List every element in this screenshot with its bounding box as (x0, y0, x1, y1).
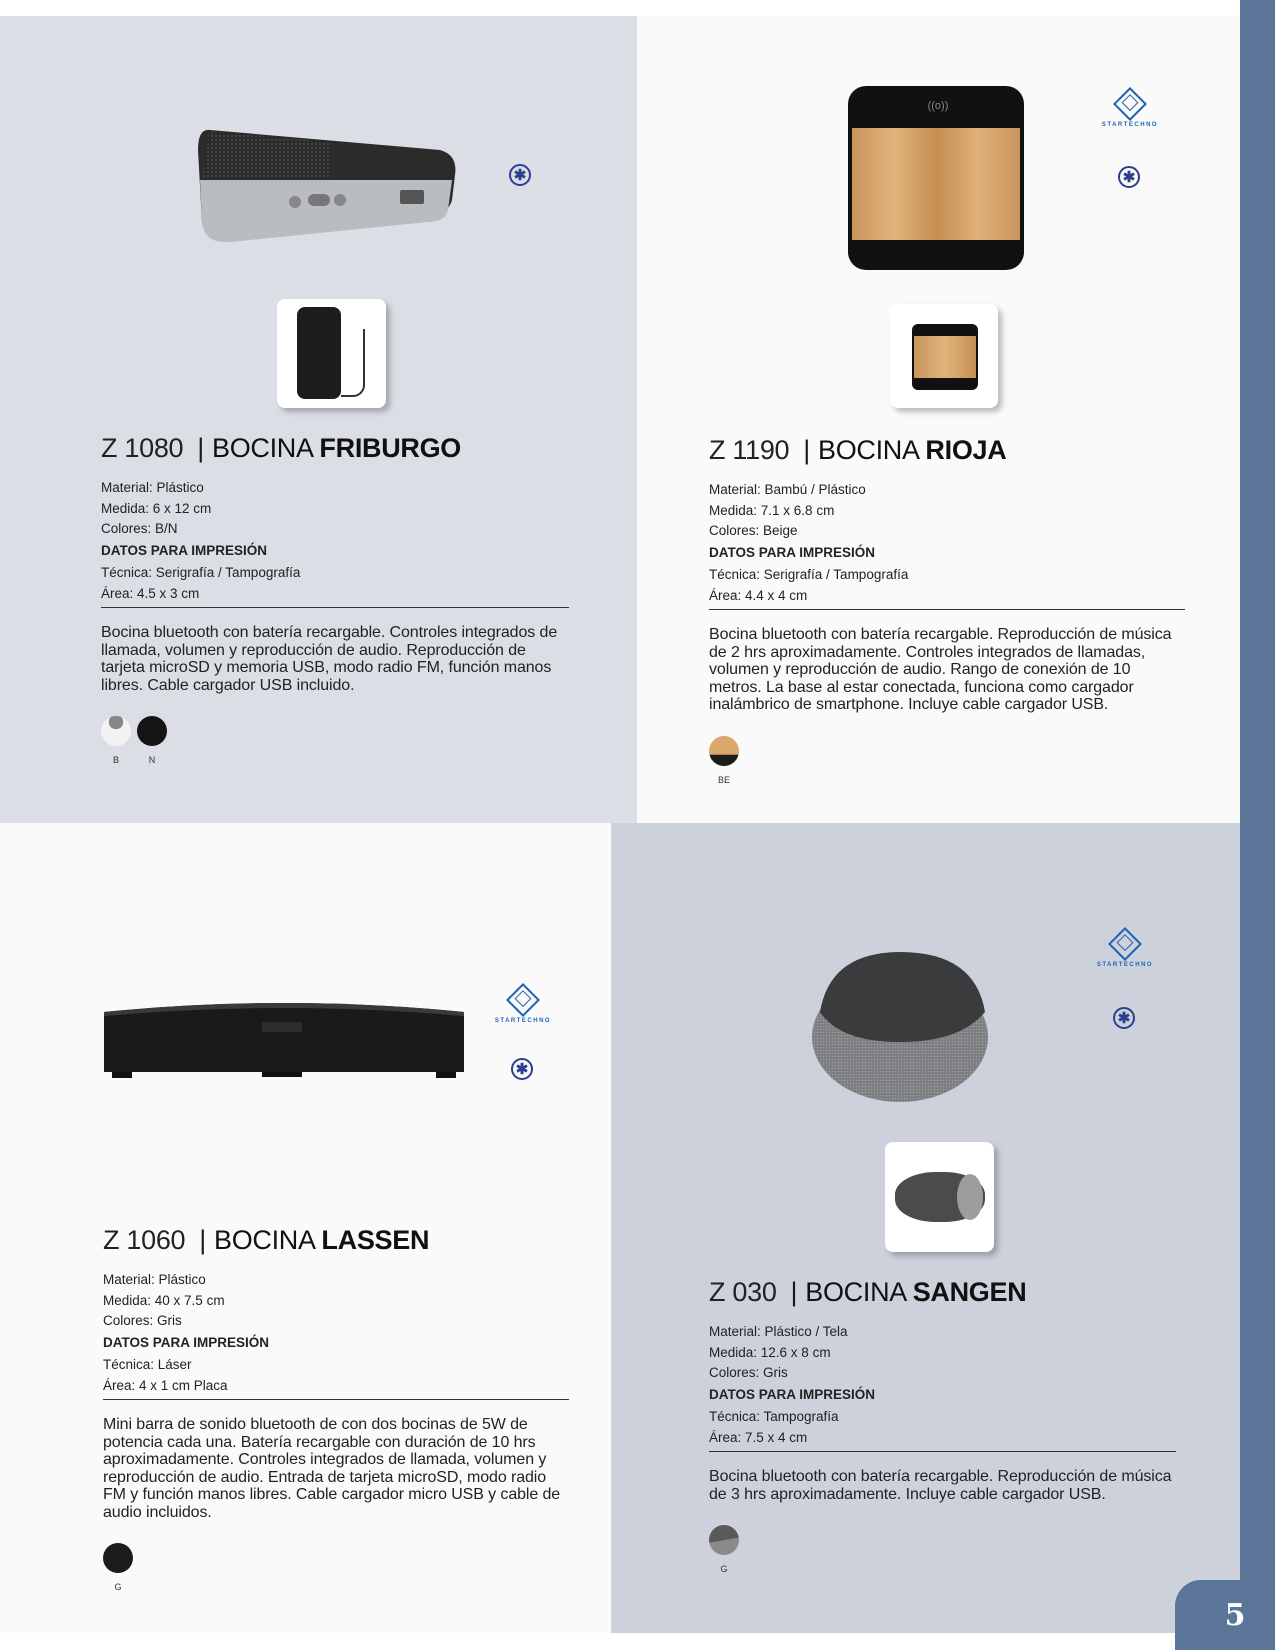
product-card-rioja (709, 434, 1185, 785)
product-thumbnail-sangen (885, 1142, 994, 1252)
spec-colores: Colores: Gris (709, 1365, 788, 1380)
color-swatch-b[interactable]: B (101, 716, 131, 765)
bluetooth-icon: ✱ (1118, 166, 1140, 188)
product-thumbnail-rioja (890, 304, 998, 408)
print-tecnica: Técnica: Láser (103, 1357, 192, 1372)
color-swatches (709, 736, 1185, 785)
bluetooth-icon: ✱ (511, 1058, 533, 1080)
spec-colores: Colores: B/N (101, 521, 178, 536)
product-image-friburgo (190, 110, 470, 250)
product-code: Z 1080 (101, 433, 184, 463)
print-area: Área: 4.5 x 3 cm (101, 585, 200, 601)
product-code: Z 1190 (709, 435, 790, 465)
spec-medida: Medida: 12.6 x 8 cm (709, 1344, 831, 1360)
print-tecnica: Técnica: Serigrafía / Tampografía (101, 565, 301, 580)
print-area: Área: 4.4 x 4 cm (709, 587, 808, 603)
print-area: Área: 4 x 1 cm Placa (103, 1377, 228, 1393)
print-tecnica: Técnica: Tampografía (709, 1409, 839, 1424)
product-description: Mini barra de sonido bluetooth de con dos bocinas de 5W de potencia cada una. Batería recargable con duración de 10 hrs aproximadamente. Controles integrados de llamada, volumen y reproducción de audio. Entrada de tarjeta microSD, modo radio FM y función manos libres. Cable cargador micro USB y cable de audio incluidos. (103, 1416, 561, 1521)
product-card-friburgo (101, 432, 569, 765)
product-code: Z 1060 (103, 1225, 186, 1255)
product-category: BOCINA (211, 433, 313, 463)
print-data-heading: DATOS PARA IMPRESIÓN (101, 542, 268, 558)
print-area: Área: 7.5 x 4 cm (709, 1429, 808, 1445)
color-swatch-be[interactable]: BE (709, 736, 739, 785)
print-data-heading: DATOS PARA IMPRESIÓN (709, 1386, 876, 1402)
print-tecnica: Técnica: Serigrafía / Tampografía (709, 567, 909, 582)
spec-medida: Medida: 7.1 x 6.8 cm (709, 502, 835, 518)
spec-colores: Colores: Beige (709, 523, 798, 538)
color-swatch-g[interactable]: G (103, 1543, 133, 1592)
product-name: SANGEN (912, 1277, 1027, 1307)
color-swatch-n[interactable]: N (137, 716, 167, 765)
product-card-sangen (709, 1276, 1176, 1574)
divider (709, 1451, 1176, 1452)
product-title: Z 1080 | BOCINA FRIBURGO (101, 433, 462, 463)
spec-colores: Colores: Gris (103, 1313, 182, 1328)
wireless-charge-icon: ((o)) (927, 100, 949, 112)
print-data-heading: DATOS PARA IMPRESIÓN (103, 1334, 270, 1350)
product-name: FRIBURGO (319, 433, 462, 463)
page-side-bar (1240, 0, 1275, 1650)
spec-material: Material: Plástico (101, 480, 204, 495)
spec-material: Material: Plástico / Tela (709, 1324, 848, 1339)
spec-material: Material: Plástico (103, 1272, 206, 1287)
product-specs (709, 480, 1185, 606)
color-swatches (103, 1543, 569, 1592)
divider (101, 607, 569, 608)
product-image-lassen (102, 1000, 466, 1082)
product-category: BOCINA (817, 435, 919, 465)
bluetooth-icon: ✱ (1113, 1007, 1135, 1029)
spec-medida: Medida: 40 x 7.5 cm (103, 1292, 225, 1308)
product-name: LASSEN (321, 1225, 430, 1255)
product-title: Z 1190 | BOCINA RIOJA (709, 435, 1007, 465)
product-thumbnail-friburgo (277, 299, 386, 408)
startechno-logo: STARTECHNO (491, 986, 555, 1024)
startechno-logo: STARTECHNO (1093, 930, 1157, 968)
divider (709, 609, 1185, 610)
product-specs (103, 1270, 569, 1396)
divider (103, 1399, 569, 1400)
product-description: Bocina bluetooth con batería recargable. Controles integrados de llamada, volumen y reproducción de audio. Reproducción de tarjeta microSD y memoria USB, modo radio FM, función manos libres. Cable cargador USB incluido. (101, 624, 558, 694)
product-description: Bocina bluetooth con batería recargable. Reproducción de música de 3 hrs aproximadamente. Incluye cable cargador USB. (709, 1468, 1172, 1503)
product-title: Z 1060 | BOCINA LASSEN (103, 1225, 430, 1255)
page-number: 5 (1175, 1580, 1275, 1650)
color-swatches (709, 1525, 1176, 1574)
product-category: BOCINA (805, 1277, 906, 1307)
product-code: Z 030 (709, 1277, 777, 1307)
product-description: Bocina bluetooth con batería recargable. Reproducción de música de 2 hrs aproximadamente. Controles integrados de llamadas, volumen y reproducción de audio. Rango de conexión de 10 metros. La base al estar conectada, funciona como cargador inalámbrico de smartphone. Incluye cable cargador USB. (709, 626, 1172, 713)
product-category: BOCINA (213, 1225, 315, 1255)
product-card-lassen (103, 1224, 569, 1592)
product-name: RIOJA (925, 435, 1007, 465)
product-title: Z 030 | BOCINA SANGEN (709, 1277, 1027, 1307)
startechno-logo: STARTECHNO (1098, 90, 1162, 128)
print-data-heading: DATOS PARA IMPRESIÓN (709, 544, 876, 560)
bluetooth-icon: ✱ (509, 164, 531, 186)
product-specs (101, 478, 569, 604)
color-swatch-g[interactable]: G (709, 1525, 739, 1574)
spec-material: Material: Bambú / Plástico (709, 482, 866, 497)
color-swatches (101, 716, 569, 765)
product-image-rioja (848, 86, 1024, 270)
spec-medida: Medida: 6 x 12 cm (101, 500, 212, 516)
product-specs (709, 1322, 1176, 1448)
product-image-sangen (810, 932, 990, 1110)
